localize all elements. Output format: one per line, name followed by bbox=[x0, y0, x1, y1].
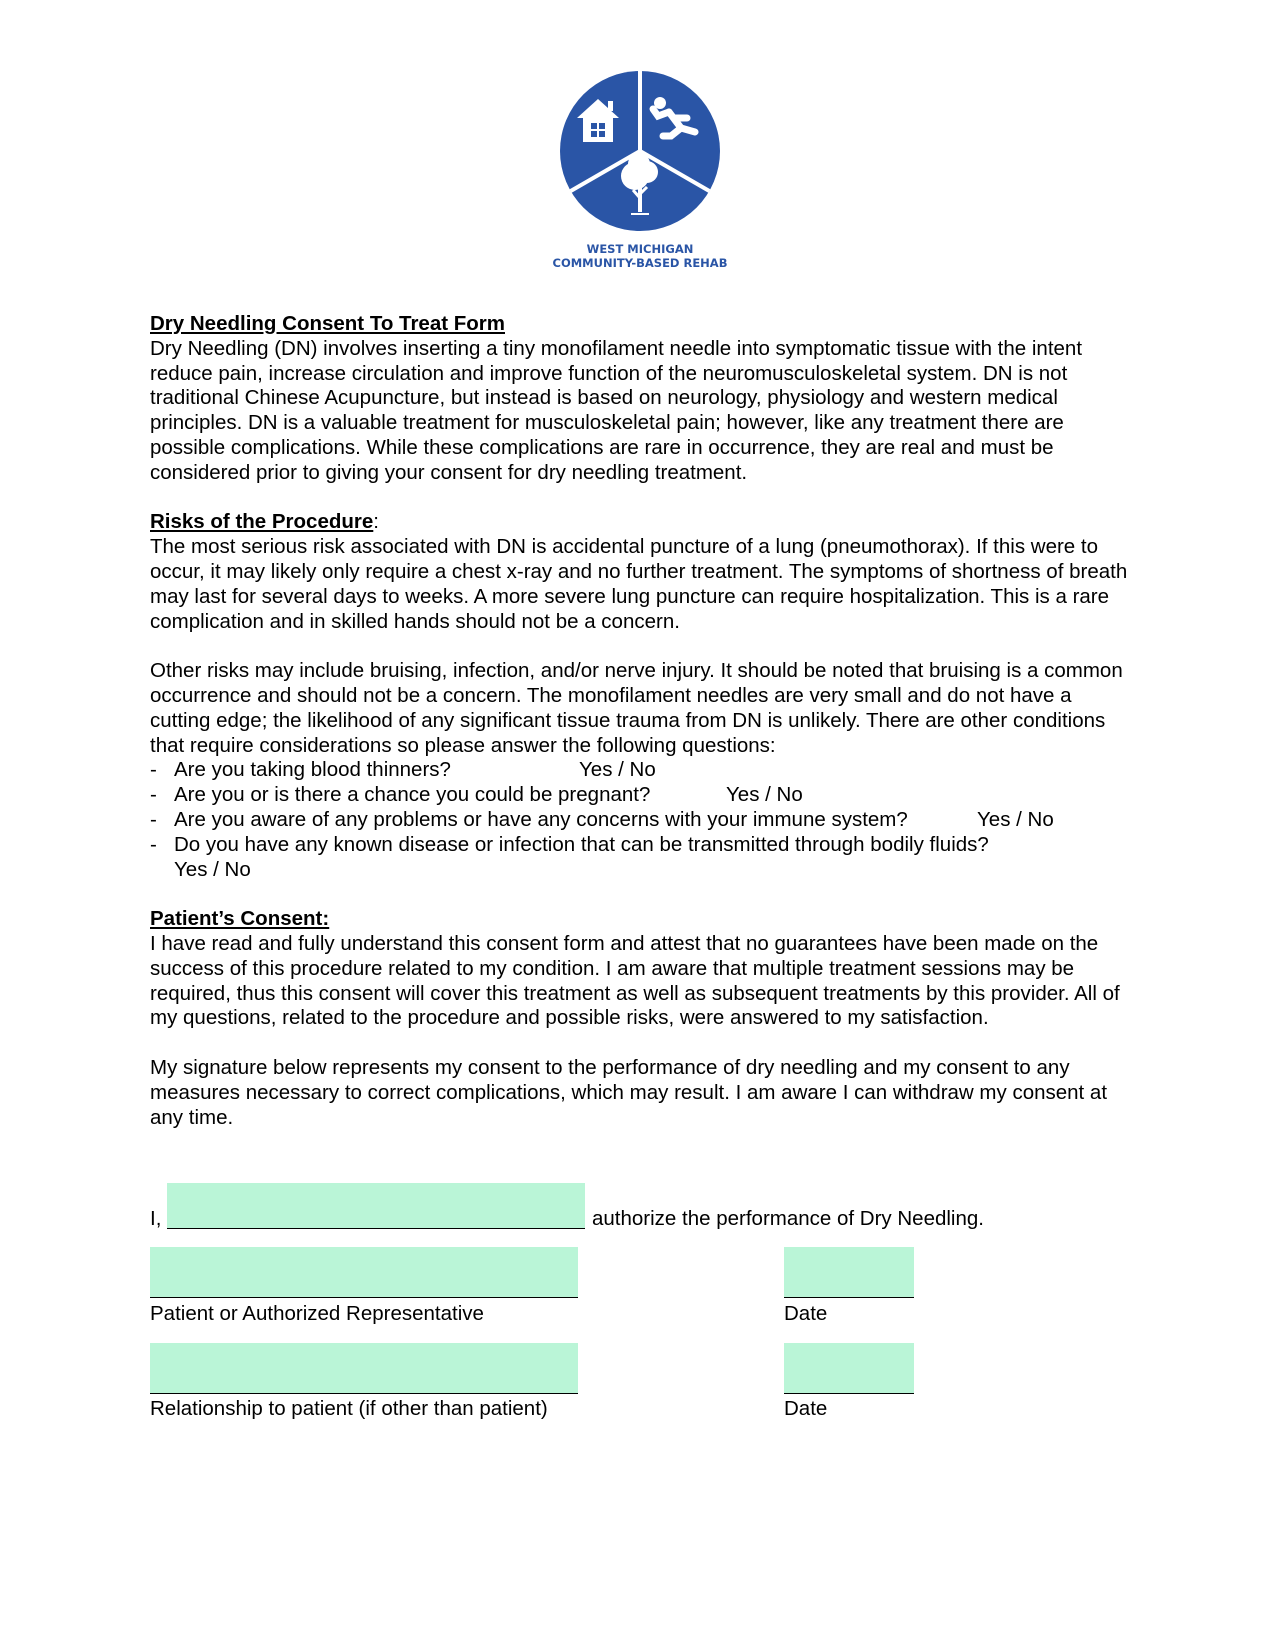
relationship-field[interactable] bbox=[150, 1343, 578, 1393]
question-dash: - bbox=[150, 832, 157, 856]
question-dash: - bbox=[150, 783, 157, 807]
yes-no-answer[interactable]: Yes / No bbox=[726, 783, 803, 807]
consent-paragraph-2: My signature below represents my consent to the performance of dry needling and my consent to any measures necessary to correct complications, which may result. I am aware I can withdraw my consent at any time. bbox=[150, 1055, 1108, 1129]
question-item bbox=[150, 783, 1135, 808]
patient-date-label: Date bbox=[784, 1302, 828, 1325]
relationship-underline bbox=[150, 1393, 578, 1394]
relationship-date-underline bbox=[784, 1393, 914, 1394]
question-text: Are you aware of any problems or have any concerns with your immune system? bbox=[174, 807, 908, 831]
patient-signature-label: Patient or Authorized Representative bbox=[150, 1302, 484, 1325]
question-dash: - bbox=[150, 758, 157, 782]
question-item bbox=[150, 833, 1135, 883]
question-text: Do you have any known disease or infection that can be transmitted through bodily fluids? bbox=[174, 832, 989, 856]
logo-name-line1: WEST MICHIGAN bbox=[586, 242, 694, 256]
risks-paragraph-2: Other risks may include bruising, infection, and/or nerve injury. It should be noted that bruising is a common occurrence and should not be a concern. The monofilament needles are very small and do not have a cutting edge; the likelihood of any significant tissue trauma from DN is unlikely. There are other conditions that require considerations so please answer the following questions: bbox=[150, 659, 1123, 757]
patient-name-field[interactable] bbox=[167, 1183, 585, 1229]
form-title: Dry Needling Consent To Treat Form bbox=[150, 312, 505, 335]
yes-no-answer[interactable]: Yes / No bbox=[579, 758, 656, 782]
logo-emblem bbox=[557, 68, 723, 234]
authorize-suffix: authorize the performance of Dry Needling. bbox=[592, 1207, 984, 1230]
yes-no-answer[interactable]: Yes / No bbox=[174, 857, 251, 881]
patient-date-field[interactable] bbox=[784, 1247, 914, 1297]
patient-signature-underline bbox=[150, 1297, 578, 1298]
consent-paragraph-1: I have read and fully understand this consent form and attest that no guarantees have been made on the success of this procedure related to my condition. I am aware that multiple treatment sessions may be required, thus this consent will cover this treatment as well as subsequent treatments by this provider. All of my questions, related to the procedure and possible risks, were answered to my satisfaction. bbox=[150, 931, 1120, 1030]
question-text: Are you or is there a chance you could be pregnant? bbox=[174, 783, 651, 807]
relationship-date-label: Date bbox=[784, 1397, 828, 1420]
risks-heading: Risks of the Procedure bbox=[150, 510, 374, 534]
question-item bbox=[150, 808, 1135, 833]
question-dash: - bbox=[150, 807, 157, 831]
intro-paragraph: Dry Needling (DN) involves inserting a tiny monofilament needle into symptomatic tissue with the intent reduce pain, increase circulation and improve function of the neuromusculoskeletal system. DN is not traditional Chinese Acupuncture, but instead is based on neurology, physiology and western medical principles. DN is a valuable treatment for musculoskeletal pain; however, like any treatment there are possible complications. While these complications are rare in occurrence, they are real and must be considered prior to giving your consent for dry needling treatment. bbox=[150, 336, 1083, 484]
yes-no-answer[interactable]: Yes / No bbox=[977, 807, 1054, 831]
patient-name-underline bbox=[167, 1228, 585, 1229]
risks-heading-line bbox=[150, 510, 1135, 535]
relationship-date-field[interactable] bbox=[784, 1343, 914, 1393]
question-item bbox=[150, 758, 1135, 783]
relationship-label: Relationship to patient (if other than patient) bbox=[150, 1397, 548, 1420]
question-text: Are you taking blood thinners? bbox=[174, 758, 451, 782]
consent-document bbox=[150, 312, 1135, 1130]
logo-name-line2: COMMUNITY-BASED REHAB bbox=[552, 256, 728, 270]
risks-paragraph-1: The most serious risk associated with DN is accidental puncture of a lung (pneumothorax). If this were to occur, it may likely only require a chest x-ray and no further treatment. The symptoms of shortness of breath may last for several days to weeks. A more severe lung puncture can require hospitalization. This is a rare complication and in skilled hands should not be a concern. bbox=[150, 535, 1128, 633]
risks-heading-colon: : bbox=[373, 510, 379, 534]
consent-heading: Patient’s Consent: bbox=[150, 907, 330, 931]
patient-date-underline bbox=[784, 1297, 914, 1298]
clinic-logo bbox=[545, 68, 735, 268]
authorize-prefix: I, bbox=[150, 1207, 162, 1230]
patient-signature-field[interactable] bbox=[150, 1247, 578, 1297]
